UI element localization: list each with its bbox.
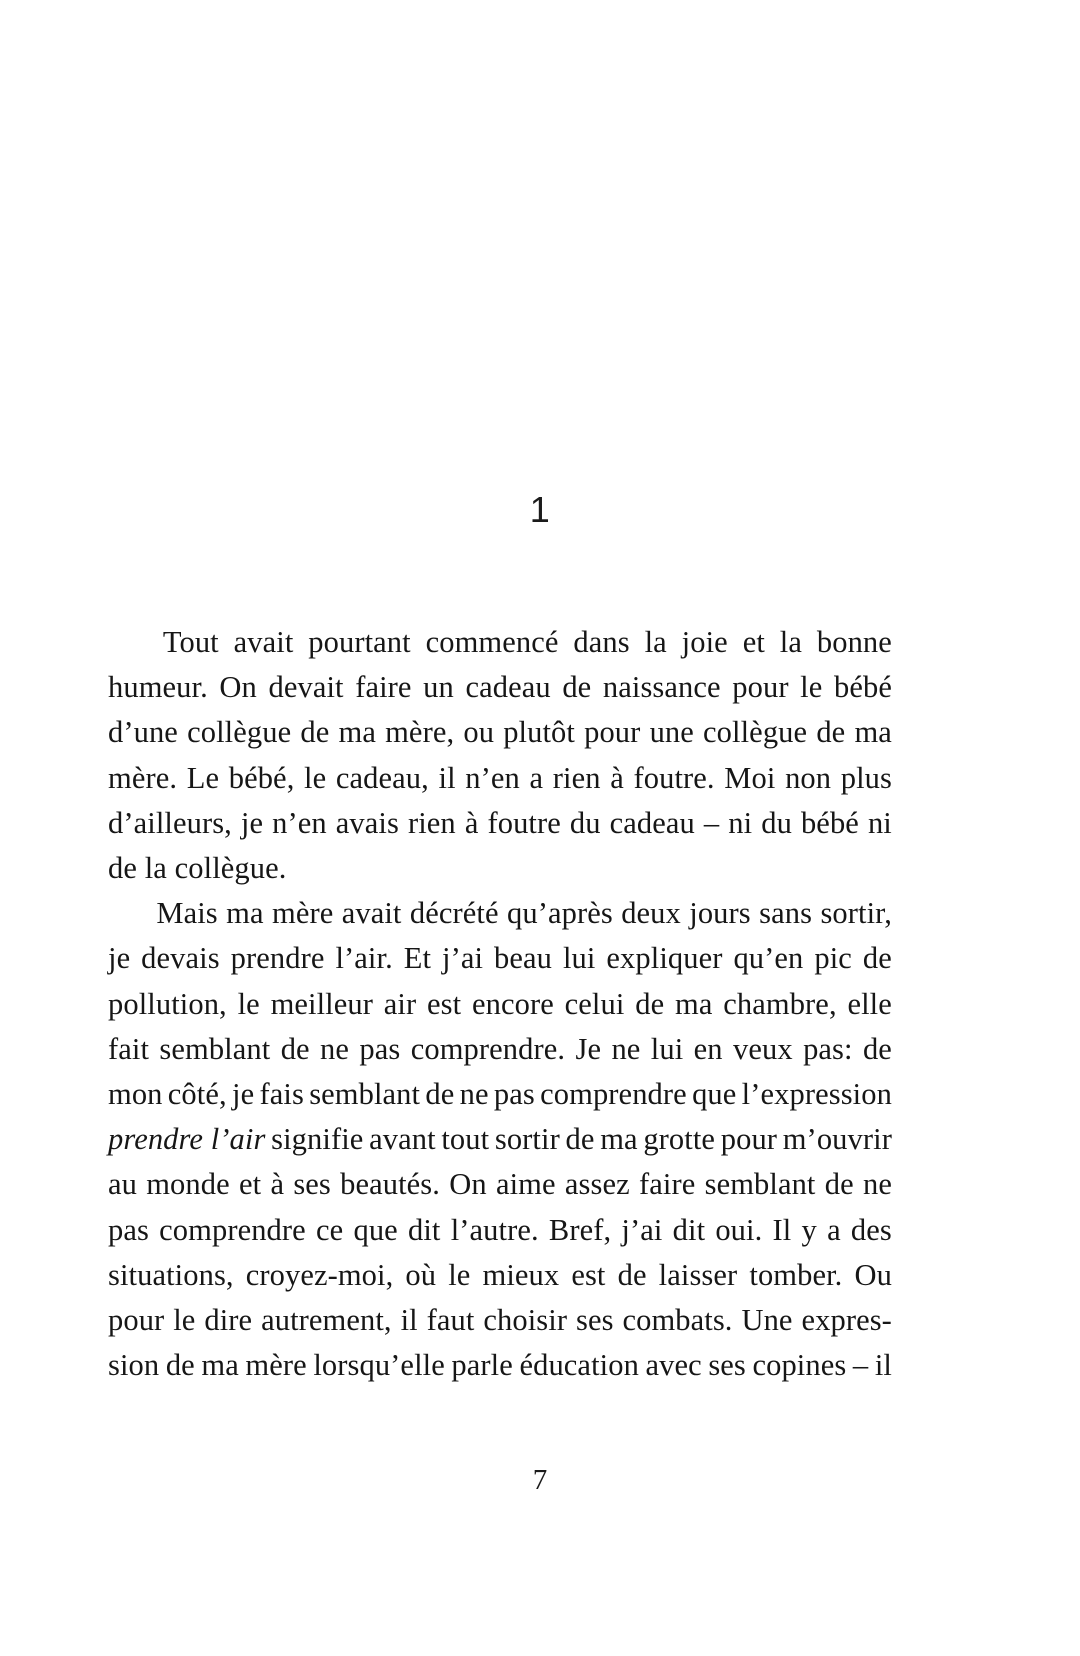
- word: bébé: [833, 670, 892, 705]
- word: air: [383, 986, 417, 1021]
- word: du: [761, 805, 792, 840]
- word: mère: [245, 1348, 307, 1383]
- word: pollution,: [108, 986, 227, 1021]
- word: ne: [862, 1167, 892, 1202]
- paragraph-2: [108, 891, 892, 1388]
- text-line: [108, 1298, 892, 1343]
- word: à: [610, 760, 624, 795]
- word: comprendre: [540, 1077, 687, 1112]
- word: Moi: [724, 760, 776, 795]
- word: cadeau: [609, 805, 695, 840]
- text-line: [108, 982, 892, 1027]
- word: ni: [728, 805, 753, 840]
- word: comprendre.: [410, 1031, 566, 1066]
- text-line: [108, 1253, 892, 1298]
- word: de: [816, 715, 846, 750]
- word: de: [635, 986, 665, 1021]
- italic-phrase: prendre l’air: [108, 1122, 266, 1157]
- word: plutôt: [503, 715, 575, 750]
- word: la: [779, 625, 802, 659]
- word: sans: [759, 896, 813, 931]
- word: à: [270, 1167, 285, 1202]
- text-line: [108, 1117, 892, 1162]
- word: il: [438, 760, 456, 795]
- word: d’une: [108, 715, 178, 750]
- word: ses: [708, 1348, 746, 1383]
- word: la: [644, 625, 667, 659]
- word: situations,: [108, 1257, 234, 1292]
- word: sortir,: [820, 896, 892, 931]
- word: On: [449, 1167, 487, 1202]
- word: aime: [495, 1167, 556, 1202]
- word: grotte: [643, 1122, 716, 1157]
- word: faire: [638, 1167, 696, 1202]
- word: jours: [689, 896, 751, 931]
- word: avec: [645, 1348, 702, 1383]
- word: pour: [732, 670, 789, 705]
- text-line: de la collègue.: [108, 851, 287, 886]
- word: –: [703, 805, 720, 840]
- word: de: [824, 1167, 854, 1202]
- word: tout: [441, 1122, 490, 1157]
- word: avant: [369, 1122, 436, 1157]
- word: il: [400, 1303, 418, 1338]
- word: Tout: [162, 625, 219, 659]
- word: n’en: [272, 805, 327, 840]
- word: ma: [675, 986, 713, 1021]
- word: fais: [259, 1077, 304, 1112]
- word: l’autre.: [450, 1212, 539, 1247]
- word: qu’après: [507, 896, 613, 931]
- word: de: [862, 941, 892, 976]
- word: oui.: [715, 1212, 763, 1247]
- text-line: [108, 801, 892, 846]
- word: croyez-moi,: [245, 1257, 394, 1292]
- word: ma: [226, 896, 264, 931]
- word: monde: [146, 1167, 230, 1202]
- word: encore: [472, 986, 554, 1021]
- word: plus: [840, 760, 892, 795]
- word: mère.: [108, 760, 178, 795]
- word: est: [427, 986, 462, 1021]
- word: semblant: [309, 1077, 421, 1112]
- word: dit: [408, 1212, 441, 1247]
- word: a: [827, 1212, 841, 1247]
- word: pic: [814, 941, 852, 976]
- word: a: [529, 760, 544, 795]
- word: une: [649, 715, 694, 750]
- word: fait: [108, 1031, 150, 1066]
- word: faire: [355, 670, 412, 705]
- word: de: [280, 1031, 310, 1066]
- word: lui: [650, 1031, 684, 1066]
- word: laisser: [658, 1257, 738, 1292]
- word: pas:: [803, 1031, 853, 1066]
- word: joie: [681, 625, 728, 659]
- word: au: [108, 1167, 137, 1202]
- word: chambre,: [723, 986, 837, 1021]
- word: beau: [494, 941, 552, 976]
- word: celui: [564, 986, 625, 1021]
- word: comprendre: [159, 1212, 306, 1247]
- word: mère: [272, 896, 334, 931]
- text-line: [108, 665, 892, 710]
- word: rien: [552, 760, 601, 795]
- word: choisir: [483, 1303, 568, 1338]
- word: faut: [426, 1303, 475, 1338]
- word: Une: [741, 1303, 793, 1338]
- word: autrement,: [261, 1303, 392, 1338]
- word: ma: [338, 715, 376, 750]
- word: Bref,: [548, 1212, 612, 1247]
- word: devait: [268, 670, 344, 705]
- word: copines: [752, 1348, 847, 1383]
- word: foutre.: [633, 760, 715, 795]
- word: ne: [611, 1031, 641, 1066]
- word: j’ai: [442, 941, 484, 976]
- word: pas: [108, 1212, 149, 1247]
- word: ne: [320, 1031, 350, 1066]
- word: où: [405, 1257, 437, 1292]
- word: bébé: [800, 805, 859, 840]
- word: lorsqu’elle: [313, 1348, 445, 1383]
- text-line: [108, 1027, 892, 1072]
- chapter-number: 1: [529, 489, 551, 530]
- word: humeur.: [108, 670, 208, 705]
- word: un: [423, 670, 454, 705]
- word: m’ouvrir: [782, 1122, 892, 1157]
- word: ne: [459, 1077, 489, 1112]
- word: ma: [600, 1122, 638, 1157]
- word: Et: [403, 941, 432, 976]
- word: pas: [359, 1031, 401, 1066]
- word: bébé,: [228, 760, 295, 795]
- word: deux: [621, 896, 681, 931]
- word: pour: [108, 1303, 165, 1338]
- word: j’ai: [621, 1212, 663, 1247]
- word: pour: [720, 1122, 778, 1157]
- word: de: [562, 670, 592, 705]
- word: de: [425, 1077, 455, 1112]
- word: collègue: [703, 715, 808, 750]
- word: signifie: [271, 1122, 364, 1157]
- word: ou: [463, 715, 495, 750]
- word: le: [173, 1303, 196, 1338]
- word: mieux: [482, 1257, 560, 1292]
- body-text-block: [108, 620, 892, 1388]
- word: le: [304, 760, 327, 795]
- word: Le: [186, 760, 220, 795]
- word: l’expression: [741, 1077, 892, 1112]
- word: éducation: [519, 1348, 639, 1383]
- word: bonne: [816, 625, 892, 659]
- word: prendre: [230, 941, 325, 976]
- word: devais: [141, 941, 220, 976]
- word: décrété: [409, 896, 499, 931]
- word: ses: [293, 1167, 331, 1202]
- word: d’ailleurs,: [108, 805, 232, 840]
- word: ni: [867, 805, 892, 840]
- word: est: [571, 1257, 606, 1292]
- word: à: [464, 805, 479, 840]
- word: cadeau,: [335, 760, 429, 795]
- word: Mais: [156, 896, 218, 931]
- word: sortir: [494, 1122, 560, 1157]
- first-line-indent: [108, 891, 148, 936]
- word: côté,: [167, 1077, 227, 1112]
- word: l’air.: [335, 941, 393, 976]
- word: On: [219, 670, 257, 705]
- word: Je: [575, 1031, 602, 1066]
- word: le: [448, 1257, 471, 1292]
- word: ma: [201, 1348, 239, 1383]
- word: dire: [204, 1303, 253, 1338]
- word: pas: [493, 1077, 535, 1112]
- word: que: [353, 1212, 398, 1247]
- word: je: [240, 805, 264, 840]
- word: elle: [847, 986, 892, 1021]
- word: meilleur: [270, 986, 373, 1021]
- word: le: [800, 670, 823, 705]
- word: de: [565, 1122, 595, 1157]
- word: mère,: [385, 715, 455, 750]
- word: et: [238, 1167, 262, 1202]
- word: le: [237, 986, 260, 1021]
- word: et: [742, 625, 765, 659]
- paragraph-1: [108, 620, 892, 891]
- word: dit: [672, 1212, 706, 1247]
- text-line: [108, 1162, 892, 1207]
- word: rien: [407, 805, 456, 840]
- word: ce: [316, 1212, 344, 1247]
- word: que: [692, 1077, 737, 1112]
- word: de: [617, 1257, 647, 1292]
- word: veux: [733, 1031, 793, 1066]
- word: je: [232, 1077, 255, 1112]
- word: en: [693, 1031, 723, 1066]
- text-line: [108, 1343, 892, 1388]
- text-line: [108, 891, 892, 936]
- word: de: [300, 715, 330, 750]
- word: combats.: [622, 1303, 733, 1338]
- word: du: [569, 805, 601, 840]
- word: avais: [335, 805, 399, 840]
- word: naissance: [602, 670, 721, 705]
- word: je: [108, 941, 131, 976]
- text-line: [108, 756, 892, 801]
- text-line: [108, 710, 892, 755]
- word: parle: [451, 1348, 513, 1383]
- word: semblant: [704, 1167, 816, 1202]
- word: il: [874, 1348, 892, 1383]
- word: de: [165, 1348, 195, 1383]
- word: dans: [573, 625, 630, 659]
- word: beautés.: [340, 1167, 441, 1202]
- word: n’en: [465, 760, 520, 795]
- word: foutre: [487, 805, 561, 840]
- page-number: 7: [532, 1464, 548, 1496]
- word: Il: [772, 1212, 792, 1247]
- word: commencé: [425, 625, 559, 659]
- word: Ou: [854, 1257, 892, 1292]
- word: expres-: [801, 1303, 892, 1338]
- word: avait: [341, 896, 402, 931]
- word: de: [862, 1031, 892, 1066]
- word: cadeau: [465, 670, 551, 705]
- word: pour: [584, 715, 641, 750]
- word: mon: [108, 1077, 163, 1112]
- word: sion: [108, 1348, 160, 1383]
- word: avait: [233, 625, 294, 659]
- text-line: [108, 1072, 892, 1117]
- text-line: [108, 620, 892, 665]
- word: assez: [564, 1167, 630, 1202]
- word: ses: [575, 1303, 614, 1338]
- word: ma: [854, 715, 892, 750]
- word: pourtant: [308, 625, 411, 659]
- word: y: [801, 1212, 817, 1247]
- word: des: [850, 1212, 892, 1247]
- word: qu’en: [733, 941, 804, 976]
- text-line: [108, 1208, 892, 1253]
- word: collègue: [187, 715, 292, 750]
- word: semblant: [159, 1031, 271, 1066]
- first-line-indent: [108, 620, 148, 665]
- text-line: [108, 936, 892, 981]
- word: –: [852, 1348, 869, 1383]
- word: lui: [562, 941, 596, 976]
- word: tomber.: [749, 1257, 843, 1292]
- word: expliquer: [606, 941, 723, 976]
- word: non: [785, 760, 832, 795]
